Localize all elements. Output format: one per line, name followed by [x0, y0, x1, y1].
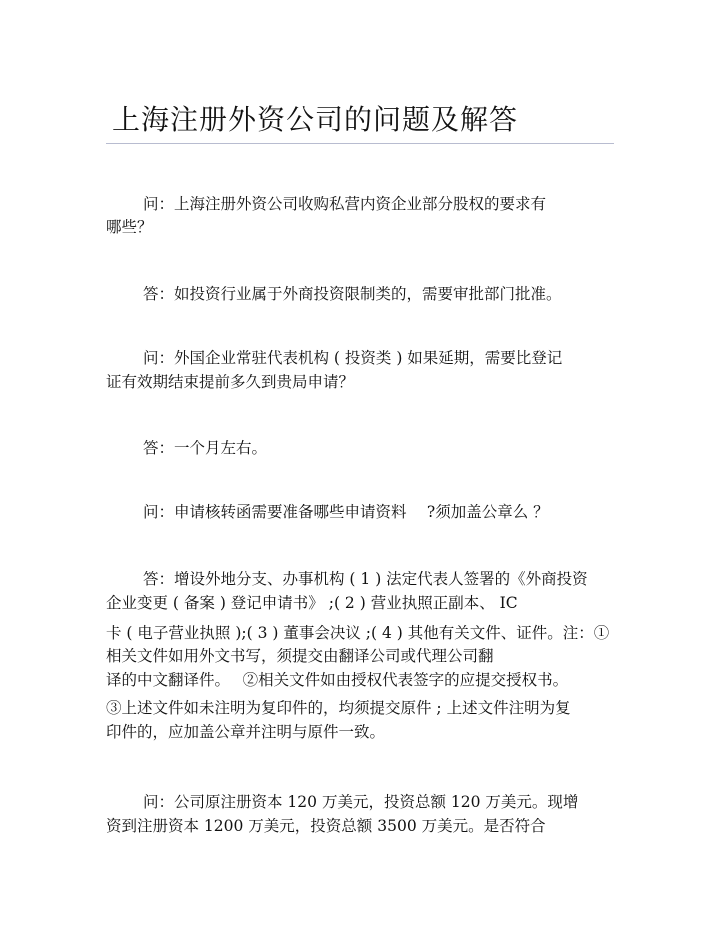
- answer-3-line-7: 印件的，应加盖公章并注明与原件一致。: [106, 723, 386, 741]
- answer-3-line-1: 答：增设外地分支、办事机构 ( 1 ) 法定代表人签署的《外商投资: [143, 570, 588, 588]
- question-2-line-1: 问：外国企业常驻代表机构 ( 投资类 ) 如果延期，需要比登记: [143, 349, 563, 367]
- question-1-line-1: 问：上海注册外资公司收购私营内资企业部分股权的要求有: [143, 195, 547, 213]
- question-1-line-2: 哪些？: [106, 218, 153, 236]
- answer-3-line-2: 企业变更 ( 备案 ) 登记申请书》 ;( 2 ) 营业执照正副本、 IC: [106, 594, 518, 612]
- answer-1-line-1: 答：如投资行业属于外商投资限制类的，需要审批部门批准。: [143, 285, 562, 303]
- answer-3-line-3: 卡 ( 电子营业执照 );( 3 ) 董事会决议 ;( 4 ) 其他有关文件、证件。注：①: [106, 624, 610, 642]
- question-2-line-2: 证有效期结束提前多久到贵局申请？: [106, 373, 355, 391]
- answer-3-line-6: ③上述文件如未注明为复印件的，均须提交原件 ; 上述文件注明为复: [106, 699, 571, 717]
- question-4-line-1: 问：公司原注册资本 120 万美元，投资总额 120 万美元。现增: [143, 793, 579, 811]
- title-divider: [106, 143, 614, 144]
- question-4-line-2: 资到注册资本 1200 万美元，投资总额 3500 万美元。是否符合: [106, 817, 546, 835]
- answer-3-line-4: 相关文件如用外文书写，须提交由翻译公司或代理公司翻: [106, 647, 494, 665]
- answer-3-line-5: 译的中文翻译件。 ②相关文件如由授权代表签字的应提交授权书。: [106, 671, 569, 689]
- answer-2-line-1: 答：一个月左右。: [143, 439, 268, 457]
- page-title: 上海注册外资公司的问题及解答: [112, 103, 519, 136]
- question-3-line-1: 问：申请核转函需要准备哪些申请资料 ?须加盖公章么 ？: [143, 503, 549, 521]
